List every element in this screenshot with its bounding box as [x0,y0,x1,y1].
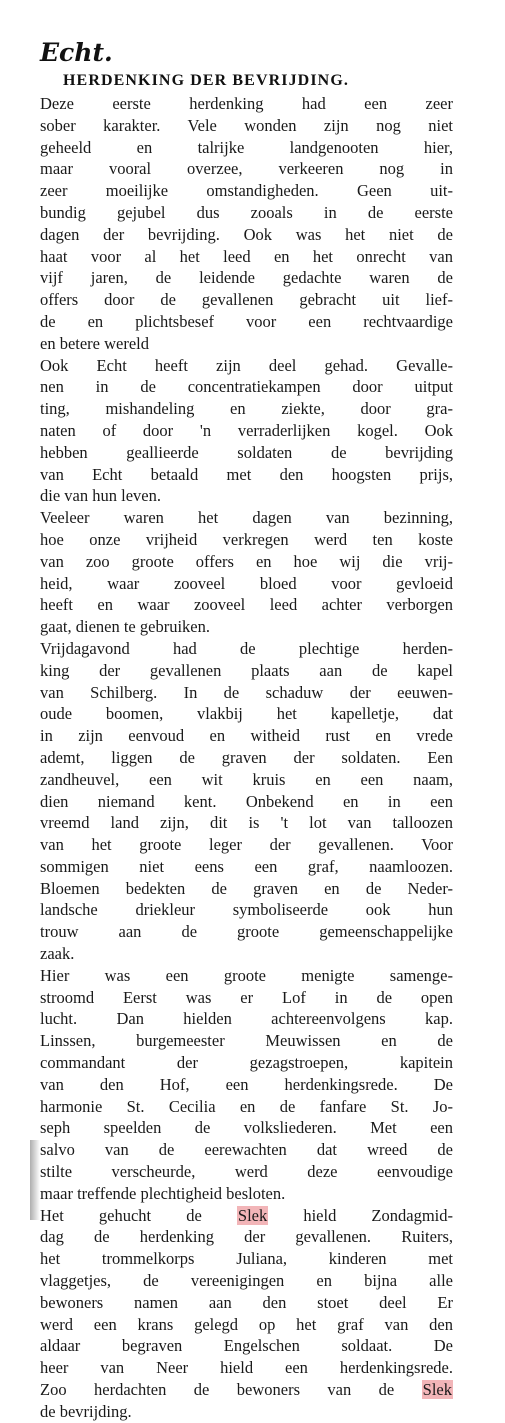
article-line: landsche driekleur symboliseerde ook hun [40,900,453,920]
article-line: en betere wereld [40,333,150,353]
article-line: zeer moeilijke omstandigheden. Geen uit- [40,181,453,201]
place-heading: Echt. [40,38,113,67]
article-line: Deze eerste herdenking had een zeer [40,94,453,113]
article-line: seph speelden de volksliederen. Met een [40,1118,453,1138]
article-line: het trommelkorps Juliana, kinderen met [40,1249,453,1269]
article-line: geheeld en talrijke landgenooten hier, [40,137,453,157]
article-line: harmonie St. Cecilia en de fanfare St. Jo- [40,1096,453,1116]
article-line: zaak. [40,944,75,964]
article-line: king der gevallenen plaats aan de kapel [40,660,453,680]
article-line: oude boomen, vlakbij het kapelletje, dat [40,704,453,724]
article-line: aldaar begraven Engelschen soldaat. De [40,1336,453,1356]
article-line: heer van Neer hield een herdenkingsrede. [40,1358,453,1378]
search-highlight: Slek [422,1380,452,1400]
article-line: haat voor al het leed en het onrecht van [40,246,453,266]
article-line: stroomd Eerst was er Lof in de open [40,987,453,1007]
article-line: hebben geallieerde soldaten de bevrijding [40,442,453,462]
article-line: bundig gejubel dus zooals in de eerste [40,202,453,222]
article-line: Hier was een groote menigte samenge- [40,965,453,985]
article-body [40,93,453,1423]
article-line: vijf jaren, de leidende gedachte waren de [40,268,453,288]
article-line: gaat, dienen te gebruiken. [40,617,210,637]
article-line: Het gehucht de Slek hield Zondagmid- [40,1205,453,1225]
article-line: sober karakter. Vele wonden zijn nog niet [40,115,453,135]
article-line: vreemd land zijn, dit is 't lot van talloozen [40,813,453,833]
article-line: de en plichtsbesef voor een rechtvaardige [40,311,453,331]
article-line: hoe onze vrijheid verkregen werd ten koste [40,529,453,549]
article-line: Ook Echt heeft zijn deel gehad. Gevalle- [40,355,453,375]
article-line: Linssen, burgemeester Meuwissen en de [40,1031,453,1051]
article-line: ting, mishandeling en ziekte, door gra- [40,399,453,419]
article-line: bewoners namen aan den stoet deel Er [40,1292,453,1312]
article-line: in zijn eenvoud en witheid rust en vrede [40,726,453,746]
article-line: dien niemand kent. Onbekend en in een [40,791,453,811]
article-line: dag de herdenking der gevallenen. Ruiters, [40,1227,453,1247]
article-line: sommigen niet eens een graf, naamloozen. [40,856,453,876]
article-line: dagen der bevrijding. Ook was het niet de [40,224,453,244]
article-line: commandant der gezagstroepen, kapitein [40,1053,453,1073]
article-line: van Echt betaald met den hoogsten prijs, [40,464,453,484]
article-line: maar vooral overzee, verkeeren nog in [40,159,453,179]
article-line: lucht. Dan hielden achtereenvolgens kap. [40,1009,453,1029]
article-line: offers door de gevallenen gebracht uit lief- [40,290,453,310]
article-line: Zoo herdachten de bewoners van de Slek [40,1380,452,1400]
article-line: heeft en waar zooveel leed achter verborgen [40,595,453,615]
article-line: van zoo groote offers en hoe wij die vrij- [40,551,453,571]
article-line: heid, waar zooveel bloed voor gevloeid [40,573,453,593]
article-headline: HERDENKING DER BEVRIJDING. [63,72,349,89]
search-highlight: Slek [237,1205,268,1225]
article-line: trouw aan de groote gemeenschappelijke [40,922,453,942]
article-line: van Schilberg. In de schaduw der eeuwen- [40,682,453,702]
article-line: nen in de concentratiekampen door uitput [40,377,453,397]
article-line: van den Hof, een herdenkingsrede. De [40,1074,453,1094]
article-line: van het groote leger der gevallenen. Voor [40,835,453,855]
article-line: vlaggetjes, de vereenigingen en bijna alle [40,1271,453,1291]
article-line: maar treffende plechtigheid besloten. [40,1183,286,1203]
article-line: Veeleer waren het dagen van bezinning, [40,508,453,528]
article-line: die van hun leven. [40,486,161,506]
article-line: naten of door 'n verraderlijken kogel. Ook [40,420,453,440]
article-line: stilte verscheurde, werd deze eenvoudige [40,1162,453,1182]
article-line: Vrijdagavond had de plechtige herden- [40,638,453,658]
scan-edge-shadow [30,1140,40,1220]
article-line: de bevrijding. [40,1401,132,1421]
article-line: werd een krans gelegd op het graf van den [40,1314,453,1334]
article-line: Bloemen bedekten de graven en de Neder- [40,878,453,898]
article-line: zandheuvel, een wit kruis en een naam, [40,769,453,789]
article-line: ademt, liggen de graven der soldaten. Een [40,747,453,767]
article-line: salvo van de eerewachten dat wreed de [40,1140,453,1160]
